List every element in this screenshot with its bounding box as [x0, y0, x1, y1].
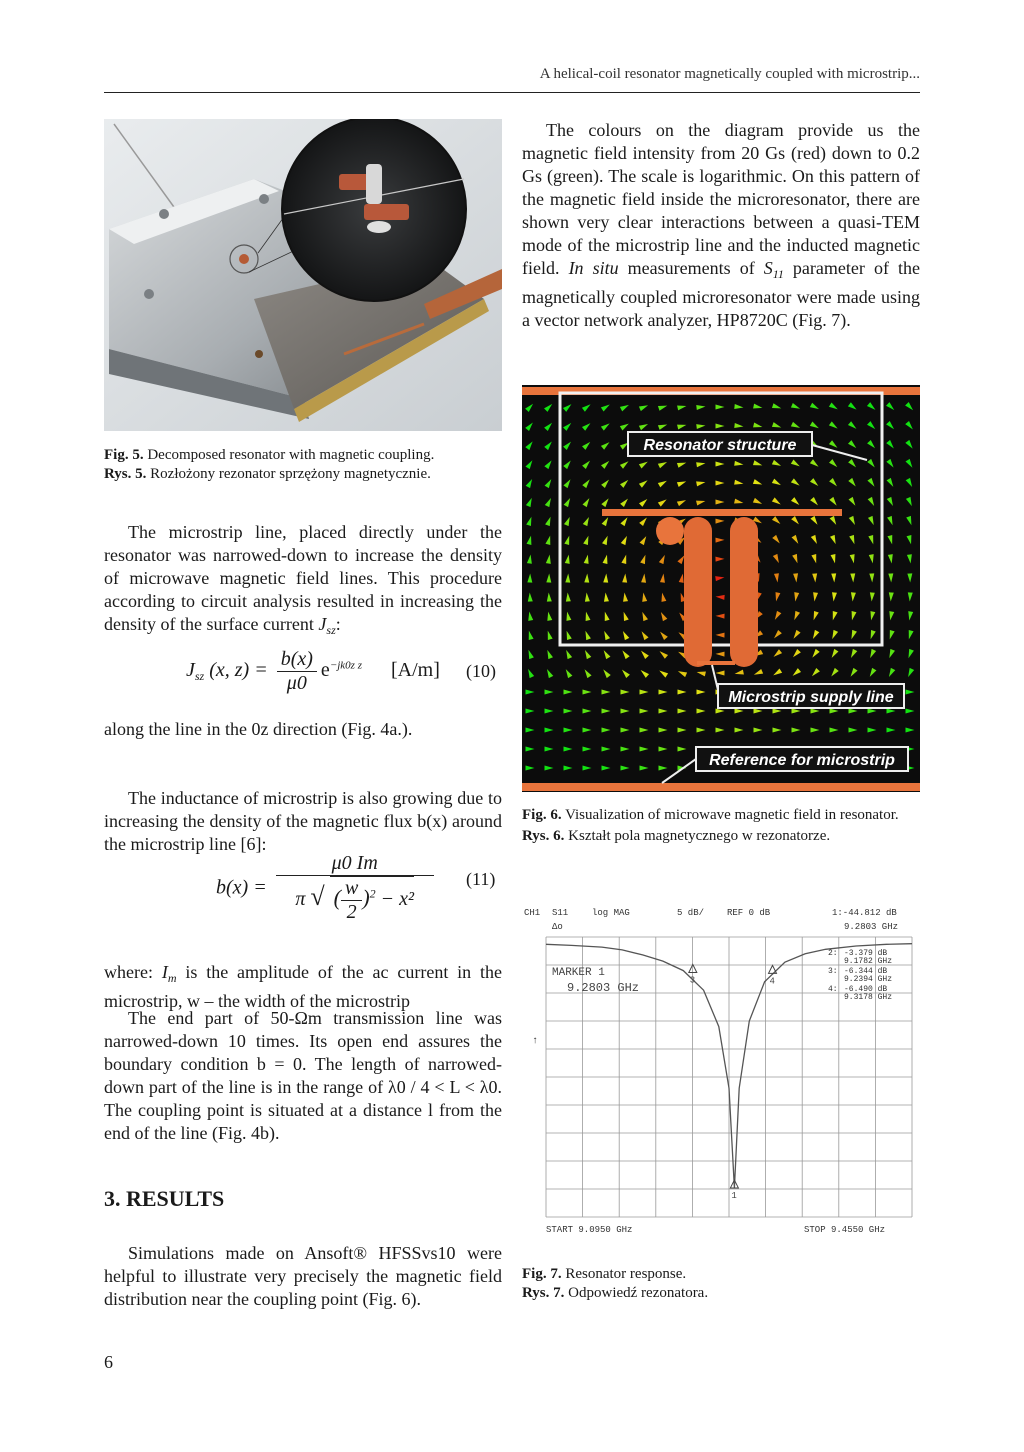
eq11-den — [276, 876, 434, 924]
eq10-unit: [A/m] — [391, 659, 440, 682]
eq10-lhs-sub: sz — [194, 669, 205, 684]
microstrip-supply — [697, 661, 735, 665]
left-text-2: The inductance of microstrip is also growing due to increasing the density of the magnetic flux b(x) around the microstrip line [6]: — [104, 788, 502, 854]
marker-table-freq: 9.2394 GHz — [844, 975, 893, 984]
fig6-text-pl: Kształt pola magnetycznego w rezonatorze. — [564, 828, 831, 844]
eq10-e: e — [320, 659, 330, 682]
eq10-args: (x, z) = — [209, 659, 268, 682]
fig5-text: Decomposed resonator with magnetic coupling. — [143, 447, 435, 463]
start-freq: START 9.0950 GHz — [546, 1225, 633, 1235]
s11-symbol: S — [763, 258, 773, 278]
fig6-caption — [522, 806, 922, 846]
marker-table-cell: 2: — [828, 949, 838, 958]
marker-table-cell: -6.490 dB — [844, 985, 888, 994]
coil-end — [656, 517, 684, 545]
s11-sub: 11 — [772, 267, 784, 281]
marker-table — [828, 949, 892, 1002]
marker-label: MARKER 1 — [552, 967, 605, 979]
im-symbol: I — [161, 962, 168, 982]
eq10-fraction — [277, 648, 317, 695]
fig6-text: Visualization of microwave magnetic field in resonator. — [561, 807, 899, 823]
fig5-label: Fig. 5. — [104, 447, 144, 463]
marker-freq-label: 9.2803 GHz — [567, 981, 640, 995]
left-text-1: The microstrip line, placed directly under the resonator was narrowed-down to increase the density of microwave magnetic field lines. This procedure according to circuit analysis resulted in increasing the density of the surface current — [104, 522, 502, 634]
left-paragraph-5 — [104, 1242, 502, 1311]
right-top-paragraph — [522, 119, 920, 332]
section-heading: 3. RESULTS — [104, 1186, 225, 1211]
eq11-num: μ0 Im — [276, 852, 434, 876]
hdr-delta: Δo — [552, 922, 563, 932]
eq10-den: μ0 — [286, 672, 307, 694]
left-text-3a: where: — [104, 962, 162, 982]
eq11-radicand: ( $\frac{w}{2}$ )$^2$ − x² — [330, 876, 414, 924]
plot-header — [524, 908, 898, 932]
fig7-label-pl: Rys. 7. — [522, 1285, 565, 1301]
bottom-ground-strip — [522, 783, 920, 791]
fig6-label: Fig. 6. — [522, 807, 562, 823]
eq11-number: (11) — [466, 869, 496, 889]
page-number: 6 — [104, 1352, 113, 1372]
eq10-number: (10) — [466, 661, 496, 681]
right-text-3: parameter of the magnetically coupled microresonator were made using a vector network analyzer, HP8720C (Fig. 7). — [522, 258, 920, 330]
coil-turn-1 — [684, 517, 712, 667]
eq11-tail: − x² — [380, 888, 415, 911]
equation-10 — [186, 648, 440, 695]
im-sub: m — [167, 971, 177, 985]
after-eq10 — [104, 718, 502, 741]
marker-flag-label: 3 — [689, 975, 696, 986]
eq11-fraction — [276, 852, 434, 924]
fig7-text: Resonator response. — [561, 1266, 687, 1282]
eq11-sq: 2 — [369, 886, 376, 901]
marker-table-cell: 4: — [828, 985, 838, 994]
eq11-lhs: b(x) = — [216, 876, 267, 899]
left-text-1-end: : — [335, 614, 341, 634]
hdr-marker-freq: 9.2803 GHz — [844, 922, 899, 932]
fig7-label: Fig. 7. — [522, 1266, 562, 1282]
fig5-label-pl: Rys. 5. — [104, 466, 147, 482]
hdr-format: log MAG — [592, 908, 630, 918]
magnetic-field-visualization — [522, 385, 920, 792]
resonator-photo — [104, 119, 502, 431]
eq11-sqrt: √ — [310, 882, 325, 912]
eq11-two: 2 — [346, 901, 357, 923]
after-eq10-text: along the line in the 0z direction (Fig. 4a.). — [104, 719, 413, 739]
eq10-num: b(x) — [277, 648, 317, 672]
left-text-4: The end part of 50-Ωm transmission line was narrowed-down 10 times. Its open end assures the boundary condition b = 0. The length of narrowed-down part of the line is in the range of λ0 / 4 < L < λ0. The coupling point is situated at a distance l from the end of the line (Fig. 4b). — [104, 1008, 502, 1143]
network-analyzer-plot — [522, 903, 920, 1238]
marker-table-freq: 9.1782 GHz — [844, 957, 893, 966]
fig5-caption — [104, 446, 504, 484]
fig7-caption — [522, 1265, 922, 1303]
right-text-1: The colours on the diagram provide us the magnetic field intensity from 20 Gs (red) down to 0.2 Gs (green). The scale is logarithmic. On this pattern of the magnetic field inside the microresonator, there are shown very clear interactions between a quasi-TEM mode of the microstrip line and the inducted magnetic field. — [522, 120, 920, 278]
marker-flag-label: 1 — [731, 1190, 737, 1201]
hdr-scale: 5 dB/ — [677, 908, 705, 918]
equation-11 — [216, 852, 438, 924]
marker-flag — [689, 965, 697, 973]
eq11-w: w — [341, 877, 362, 901]
left-paragraph-1 — [104, 521, 502, 642]
eq10-exp: −jk0z z — [329, 659, 362, 672]
hdr-param: S11 — [552, 908, 569, 918]
resonator-plate — [602, 509, 842, 516]
eq11-pi: π — [295, 888, 306, 911]
label-reference: Reference for microstrip — [709, 752, 895, 769]
left-paragraph-4 — [104, 1007, 502, 1145]
marker-table-cell: 3: — [828, 967, 838, 976]
marker-table-cell: -3.379 dB — [844, 949, 888, 958]
left-text-5: Simulations made on Ansoft® HFSSvs10 were helpful to illustrate very precisely the magnetic field distribution near the coupling point (Fig. 6). — [104, 1243, 502, 1309]
eq10-lhs: J — [186, 659, 195, 682]
left-paragraph-2 — [104, 787, 502, 856]
marker-flag-label: 4 — [769, 976, 775, 987]
hdr-channel: CH1 — [524, 908, 541, 918]
right-text-2: measurements of — [618, 258, 764, 278]
marker-table-cell: -6.344 dB — [844, 967, 888, 976]
fig5-text-pl: Rozłożony rezonator sprzężony magnetycznie. — [146, 466, 431, 482]
coil-turn-2 — [730, 517, 758, 667]
hdr-marker: 1:-44.812 dB — [832, 908, 897, 918]
label-resonator: Resonator structure — [643, 437, 797, 454]
running-title: A helical-coil resonator magnetically coupled with microstrip... — [539, 66, 920, 82]
fig6-label-pl: Rys. 6. — [522, 828, 565, 844]
hdr-ref: REF 0 dB — [727, 908, 771, 918]
stop-freq: STOP 9.4550 GHz — [804, 1225, 886, 1235]
jsz-sub: sz — [326, 623, 336, 637]
jsz-symbol: J — [318, 614, 327, 634]
left-paragraph-3 — [104, 961, 502, 1013]
label-supply: Microstrip supply line — [728, 689, 894, 706]
in-situ: In situ — [568, 258, 619, 278]
fig7-text-pl: Odpowiedź rezonatora. — [564, 1285, 709, 1301]
marker-table-freq: 9.3178 GHz — [844, 993, 893, 1002]
ref-arrow: ↑ — [532, 1036, 539, 1047]
header-rule — [104, 92, 920, 93]
left-text-3b: is the amplitude of the ac current in the microstrip, w – the width of the microstrip — [104, 962, 502, 1011]
